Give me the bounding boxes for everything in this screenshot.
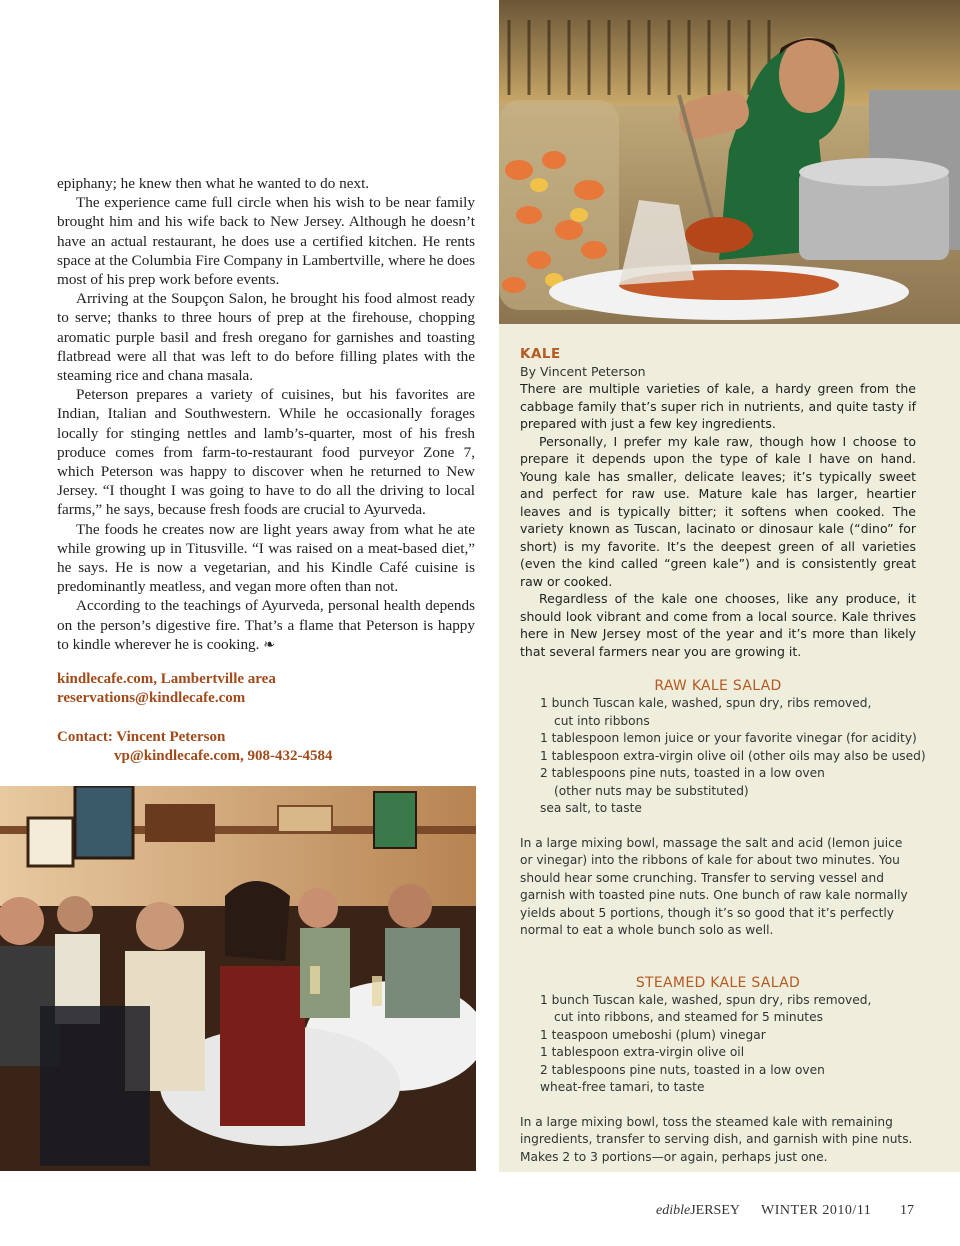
article-paragraph: Peterson prepares a variety of cuisines, but his favorites are Indian, Italian and Southwestern. While he occasionally forages locally for stinging nettles and lamb’s-quarter, most of his fresh produce comes from farm-to-restaurant food purveyor Zone 7, which Peterson was happy to discover when he returned to New Jersey. “I thought I was going to have to do all the driving to local farms,” he says, because fresh foods are crucial to Ayurveda. (57, 386, 475, 519)
ingredient-item: 2 tablespoons pine nuts, toasted in a low oven (540, 766, 825, 780)
chef-photo-illustration (499, 0, 960, 324)
ingredient-list-steamed (520, 992, 916, 1097)
publication-title: JERSEY (690, 1203, 741, 1218)
publication-prefix: edible (656, 1203, 691, 1218)
page-number: 17 (900, 1203, 914, 1218)
article-paragraph: epiphany; he knew then what he wanted to do next. (57, 175, 370, 192)
ingredient-item: sea salt, to taste (540, 801, 642, 815)
recipe-title-steamed: STEAMED KALE SALAD (635, 974, 801, 991)
sidebar-title: KALE (520, 346, 561, 362)
reservations-email-link[interactable]: reservations@kindlecafe.com (57, 690, 246, 707)
contact-block (57, 670, 477, 767)
cafe-photo-illustration (0, 786, 476, 1171)
article-paragraph-last (57, 596, 475, 655)
sidebar-body (520, 380, 916, 660)
article-body (57, 174, 475, 655)
ingredient-item: cut into ribbons, and steamed for 5 minutes (554, 1010, 823, 1024)
sidebar-byline: By Vincent Peterson (520, 364, 646, 379)
recipe-instructions-steamed: In a large mixing bowl, toss the steamed kale with remaining ingredients, transfer to serving dish, and garnish with pine nuts. Makes 2 to 3 portions—or again, perhaps just one. (520, 1114, 913, 1164)
article-paragraph: The foods he creates now are light years away from what he ate while growing up in Titusville. “I was raised on a meat-based diet,” he says. He is now a vegetarian, and his Kindle Café cuisine is predominantly meatless, and vegan more often than not. (57, 520, 475, 596)
publication-name (656, 1203, 740, 1218)
chef-photo (499, 0, 960, 324)
ingredient-item: 1 tablespoon lemon juice or your favorite vinegar (for acidity) (540, 731, 917, 745)
page-footer (656, 1203, 926, 1219)
recipe-title-raw: RAW KALE SALAD (654, 678, 782, 694)
recipe-instructions-raw: In a large mixing bowl, massage the salt and acid (lemon juice or vinegar) into the ribbons of kale for about two minutes. You should hear some crunching. Transfer to serving vessel and garnish with toasted pine nuts. One bunch of raw kale normally yields about 5 portions, though it’s so good that it’s perfectly normal to eat a whole bunch solo as well. (520, 835, 908, 937)
sidebar-paragraph: Personally, I prefer my kale raw, though how I choose to prepare it depends upon the type of kale I have on hand. Young kale has smaller, delicate leaves; it’s typically sweet and perfect for raw use. Mature kale has larger, heartier leaves and is typically bitter; it softens when cooked. The variety known as Tuscan, lacinato or dinosaur kale (“dino” for short) is my favorite. It’s the deepest green of all varieties (even the kind called “green kale”) and is consistently great raw or cooked. (520, 433, 916, 589)
sidebar-paragraph: There are multiple varieties of kale, a hardy green from the cabbage family that’s super rich in nutrients, and quite tasty if prepared with just a few key ingredients. (520, 381, 916, 431)
article-paragraph: The experience came full circle when his wish to be near family brought him and his wife back to New Jersey. Although he doesn’t have an actual restaurant, he does use a certified kitchen. He rents space at the Columbia Fire Company in Lambertville, where he does most of his prep work before events. (57, 194, 475, 289)
ingredient-item: 1 teaspoon umeboshi (plum) vinegar (540, 1027, 766, 1042)
ingredient-item: 1 tablespoon extra-virgin olive oil (other oils may also be used) (540, 748, 926, 763)
sidebar-paragraph: Regardless of the kale one chooses, like any produce, it should look vibrant and come from a local source. Kale thrives here in New Jersey most of the year and it’s more than likely that several farmers near you are growing it. (520, 591, 916, 659)
ingredient-list-raw (520, 695, 926, 818)
contact-details[interactable]: vp@kindlecafe.com, 908-432-4584 (114, 748, 333, 765)
ingredient-item: wheat-free tamari, to taste (540, 1080, 705, 1094)
ingredient-item: 1 tablespoon extra-virgin olive oil (540, 1045, 745, 1059)
spacer (57, 709, 477, 728)
fleuron-icon: ❧ (263, 637, 275, 653)
ingredient-item: (other nuts may be substituted) (554, 783, 749, 798)
kale-sidebar (499, 324, 960, 1172)
ingredient-item: 1 bunch Tuscan kale, washed, spun dry, ribs removed, (540, 992, 872, 1007)
issue-label: WINTER 2010/11 (761, 1203, 872, 1218)
ingredient-item: 1 bunch Tuscan kale, washed, spun dry, ribs removed, (540, 696, 872, 710)
ingredient-item: cut into ribbons (554, 713, 650, 728)
website-link[interactable]: kindlecafe.com, Lambertville area (57, 671, 276, 687)
cafe-diners-photo (0, 786, 476, 1171)
article-paragraph-text: According to the teachings of Ayurveda, personal health depends on the person’s digestive fire. That’s a flame that Peterson is happy to kindle wherever he is cooking. (57, 597, 475, 653)
article-paragraph: Arriving at the Soupçon Salon, he brought his food almost ready to serve; thanks to three hours of prep at the firehouse, chopping aromatic purple basil and fresh oregano for garnishes and toasting flatbread were all that was left to do before filling plates with the steaming rice and chana masala. (57, 290, 475, 385)
sidebar-content (520, 346, 926, 1166)
contact-label: Contact: Vincent Peterson (57, 728, 226, 745)
ingredient-item: 2 tablespoons pine nuts, toasted in a low oven (540, 1062, 825, 1077)
